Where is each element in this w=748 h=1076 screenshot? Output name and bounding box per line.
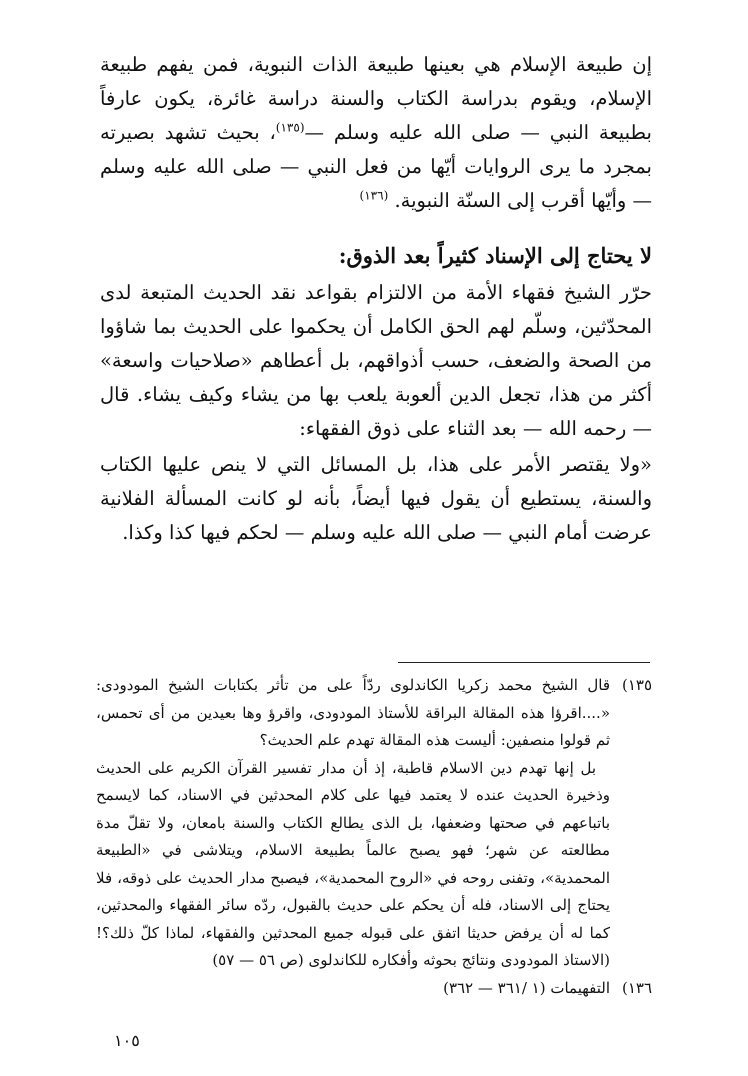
intro-text: إن طبيعة الإسلام هي بعينها طبيعة الذات النبوية، فمن يفهم طبيعة الإسلام، ويقوم بدراسة الكتاب والسنة دراسة غائرة، يكون عارفاً بطبيعة النبي — صلى الله عليه وسلم —	[100, 53, 652, 144]
footnote-135	[96, 672, 652, 975]
body-paragraph: حرّر الشيخ فقهاء الأمة من الالتزام بقواعد نقد الحديث المتبعة لدى المحدّثين، وسلّم لهم الحق الكامل أن يحكموا على الحديث بما شاؤوا من الصحة والضعف، حسب أذواقهم، بل أعطاهم «صلاحيات واسعة» أكثر من هذا، تجعل الدين ألعوبة يلعب بها من يشاء وكيف يشاء. قال — رحمه الله — بعد الثناء على ذوق الفقهاء:	[100, 281, 652, 440]
footnote-line: قال الشيخ محمد زكريا الكاندلوى ردّاً على من تأثر بكتابات الشيخ المودودى: «....اقرؤا هذه المقالة البراقة للأستاذ المودودى، واقرؤ وها بعيدين من أى تحمس، ثم قولوا منصفين: أليست هذه المقالة تهدم علم الحديث؟	[96, 676, 610, 749]
footnote-ref-135[interactable]: (١٣٥)	[275, 120, 305, 135]
footnote-line: التفهيمات (١ /٣٦١ — ٣٦٢)	[443, 978, 610, 997]
quote-paragraph: «ولا يقتصر الأمر على هذا، بل المسائل التي لا ينص عليها الكتاب والسنة، يستطيع أن يقول فيها أيضاً، بأنه لو كانت المسألة الفلانية عرضت أمام النبي — صلى الله عليه وسلم — لحكم فيها كذا وكذا.	[100, 453, 652, 544]
footnote-ref-136[interactable]: (١٣٦)	[359, 188, 389, 203]
footnote-body	[96, 672, 610, 975]
footnote-136	[96, 975, 652, 1003]
intro-paragraph	[100, 48, 652, 218]
footnote-separator	[398, 662, 650, 663]
footnote-number: ١٣٦)	[621, 978, 652, 997]
page-number: ١٠٥	[114, 1031, 140, 1050]
footnote-line: بل إنها تهدم دين الاسلام قاطبة، إذ أن مدار تفسير القرآن الكريم على الحديث وذخيرة الحديث عنده لا يعتمد فيها على كلام المحدثين في الاسناد، كما لايسمح باتباعهم في صحتها وضعفها، بل الذى يطالع الكتاب والسنة بامعان، ولا تقلّ مدة مطالعته عن شهر؛ فهو يصبح عالماً بطبيعة الاسلام، ويتلاشى في «الطبيعة المحمدية»، وتفنى روحه في «الروح المحمدية»، فيصبح مدار الحديث على ذوقه، فلا يحتاج إلى الاسناد، فله أن يحكم على حديث بالقبول، ردّه سائر الفقهاء والمحدثين، كما له أن يرفض حديثا اتفق على قبوله جميع المحدثين والفقهاء، لماذا كلّ ذلك؟! (الاستاذ المودودى ونتائج بحوثه وأفكاره للكاندلوى (ص ٥٦ — ٥٧)	[96, 758, 610, 969]
intro-continuation: ، بحيث تشهد بصيرته بمجرد ما يرى الروايات أيّها من فعل النبي — صلى الله عليه وسلم — وأيّها أقرب إلى السنّة النبوية.	[100, 121, 652, 212]
section-heading: لا يحتاج إلى الإسناد كثيراً بعد الذوق:	[338, 243, 652, 268]
footnote-number: ١٣٥)	[621, 676, 652, 694]
footnotes	[96, 672, 652, 1002]
footnote-body	[96, 975, 610, 1003]
